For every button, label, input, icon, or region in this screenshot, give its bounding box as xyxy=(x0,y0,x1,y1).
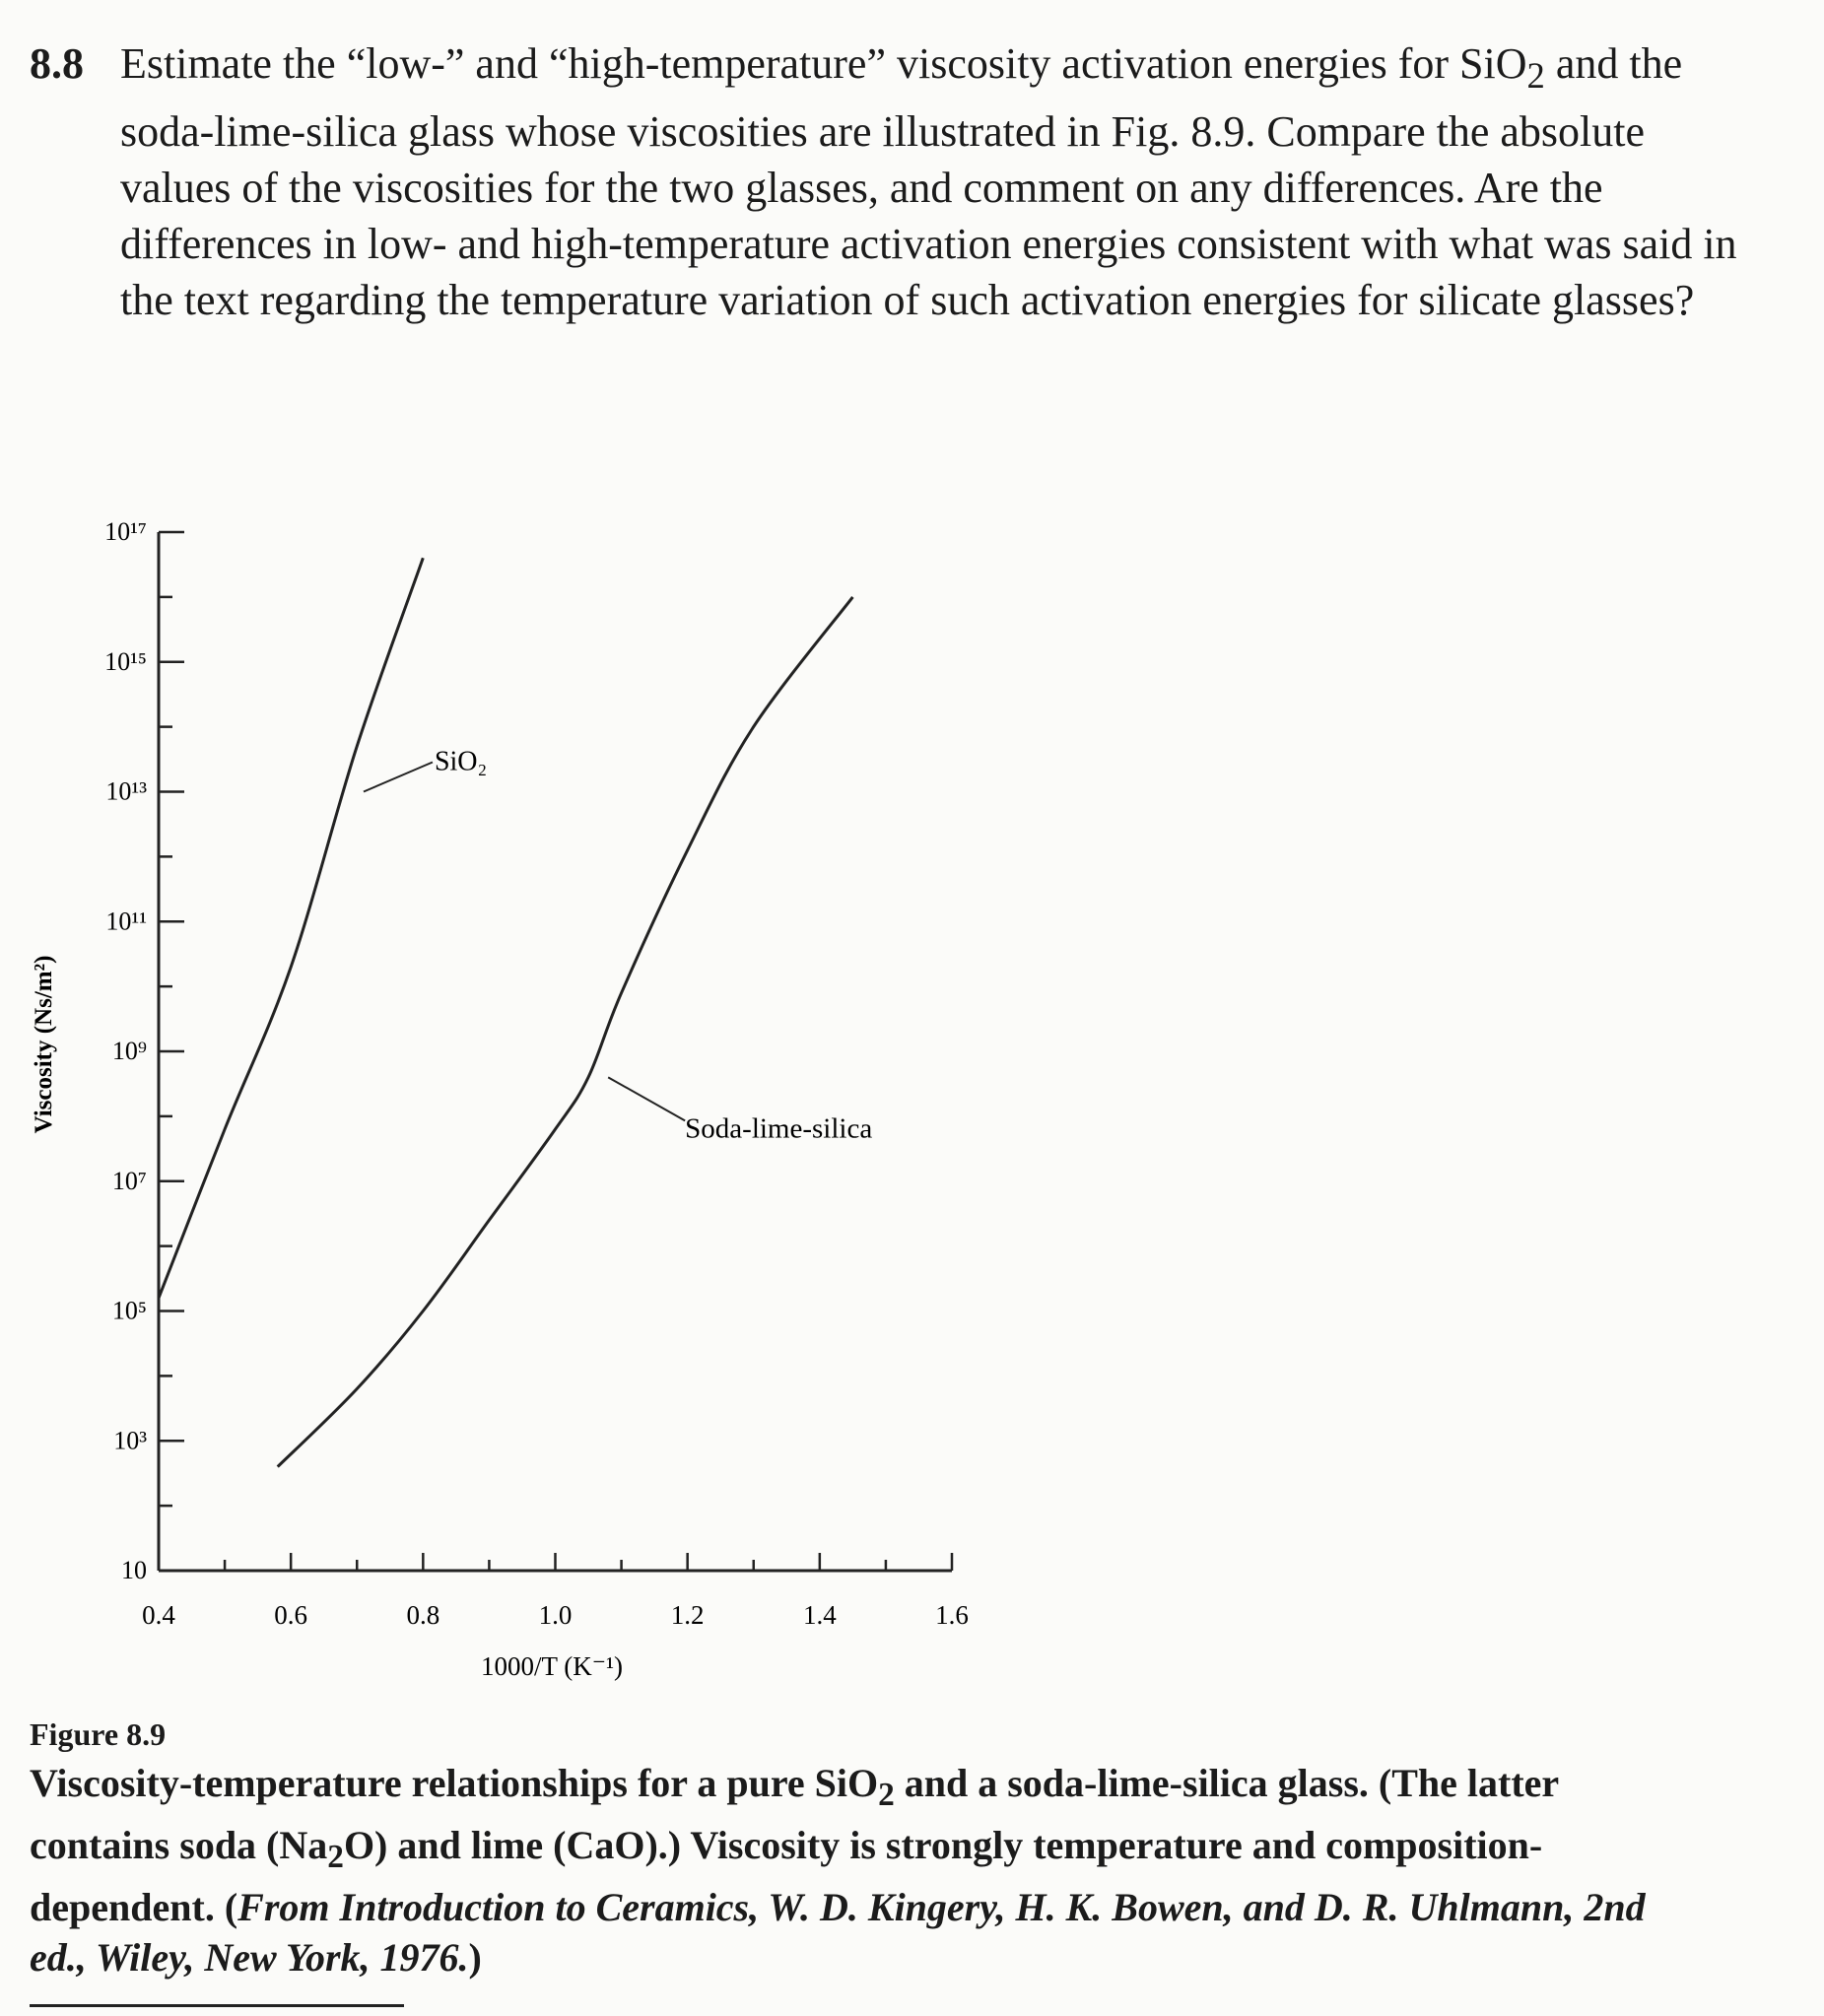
y-tick-label: 10⁷ xyxy=(111,1166,147,1195)
chart-annotations xyxy=(364,747,872,1145)
y-tick-label: 10 xyxy=(121,1556,147,1584)
y-axis-label: Viscosity (Ns/m²) xyxy=(31,955,57,1134)
problem-8-8 xyxy=(30,35,1764,328)
caption-text xyxy=(30,1758,1705,1982)
x-tick-label: 0.4 xyxy=(142,1600,175,1630)
x-tick-label: 1.6 xyxy=(935,1600,969,1630)
y-tick-label: 10⁹ xyxy=(111,1037,147,1065)
x-tick-label: 1.4 xyxy=(802,1600,837,1630)
x-axis-label: 1000/T (K⁻¹) xyxy=(480,1651,624,1681)
x-tick-label: 1.2 xyxy=(670,1600,705,1630)
sio2-leader-line xyxy=(364,763,433,792)
chart-series xyxy=(159,558,852,1466)
chart-ticks xyxy=(159,532,952,1571)
soda-lime-annotation: Soda-lime-silica xyxy=(685,1112,873,1145)
y-tick-label: 10¹¹ xyxy=(105,907,147,936)
viscosity-chart xyxy=(0,493,1084,1705)
problem-text xyxy=(120,35,1764,328)
x-tick-label: 0.6 xyxy=(274,1600,308,1630)
problem-subscript-1: 2 xyxy=(1526,54,1545,96)
caption-text-part-3: O) and lime (CaO).) Viscosity is strongly temperature and composition-dependent. ( xyxy=(30,1823,1543,1929)
problem-number: 8.8 xyxy=(30,39,84,88)
caption-text-part-1: Viscosity-temperature relationships for a pure SiO xyxy=(30,1761,879,1805)
y-tick-label: 10¹⁵ xyxy=(104,646,147,676)
x-tick-label: 0.8 xyxy=(406,1600,440,1630)
caption-text-part-2: and a soda-lime-silica glass. (The latter contains soda (Na xyxy=(30,1761,1559,1867)
chart-tick-labels xyxy=(104,517,969,1630)
figure-label: Figure 8.9 xyxy=(30,1716,167,1752)
y-tick-label: 10¹⁷ xyxy=(104,517,147,546)
footnote-rule xyxy=(30,2004,404,2007)
chart-axes xyxy=(159,532,952,1571)
sio2-curve xyxy=(159,558,423,1298)
y-tick-label: 10³ xyxy=(113,1426,147,1455)
y-tick-label: 10¹³ xyxy=(105,776,147,806)
caption-text-part-4: ) xyxy=(468,1935,482,1980)
sio2-annotation: SiO₂ xyxy=(434,746,488,777)
caption-subscript-1: 2 xyxy=(878,1777,895,1813)
caption-subscript-2: 2 xyxy=(327,1839,344,1875)
caption-reference: From Introduction to Ceramics, W. D. Kingery, H. K. Bowen, and D. R. Uhlmann, 2nd ed., Wiley, New York, 1976. xyxy=(30,1885,1646,1980)
figure-caption xyxy=(30,1711,1705,1982)
problem-text-part-2: and the soda-lime-silica glass whose viscosities are illustrated in Fig. 8.9. Compare the absolute values of the viscosities for the two glasses, and comment on any differences. Are the differences in low- and high-temperature activation energies consistent with what was said in the text regarding the temperature variation of such activation energies for silicate glasses? xyxy=(120,39,1737,324)
problem-text-part-1: Estimate the “low-” and “high-temperature” viscosity activation energies for SiO xyxy=(120,39,1527,88)
x-tick-label: 1.0 xyxy=(538,1600,573,1630)
y-tick-label: 10⁵ xyxy=(111,1296,147,1325)
soda-lime-leader-line xyxy=(608,1077,685,1120)
